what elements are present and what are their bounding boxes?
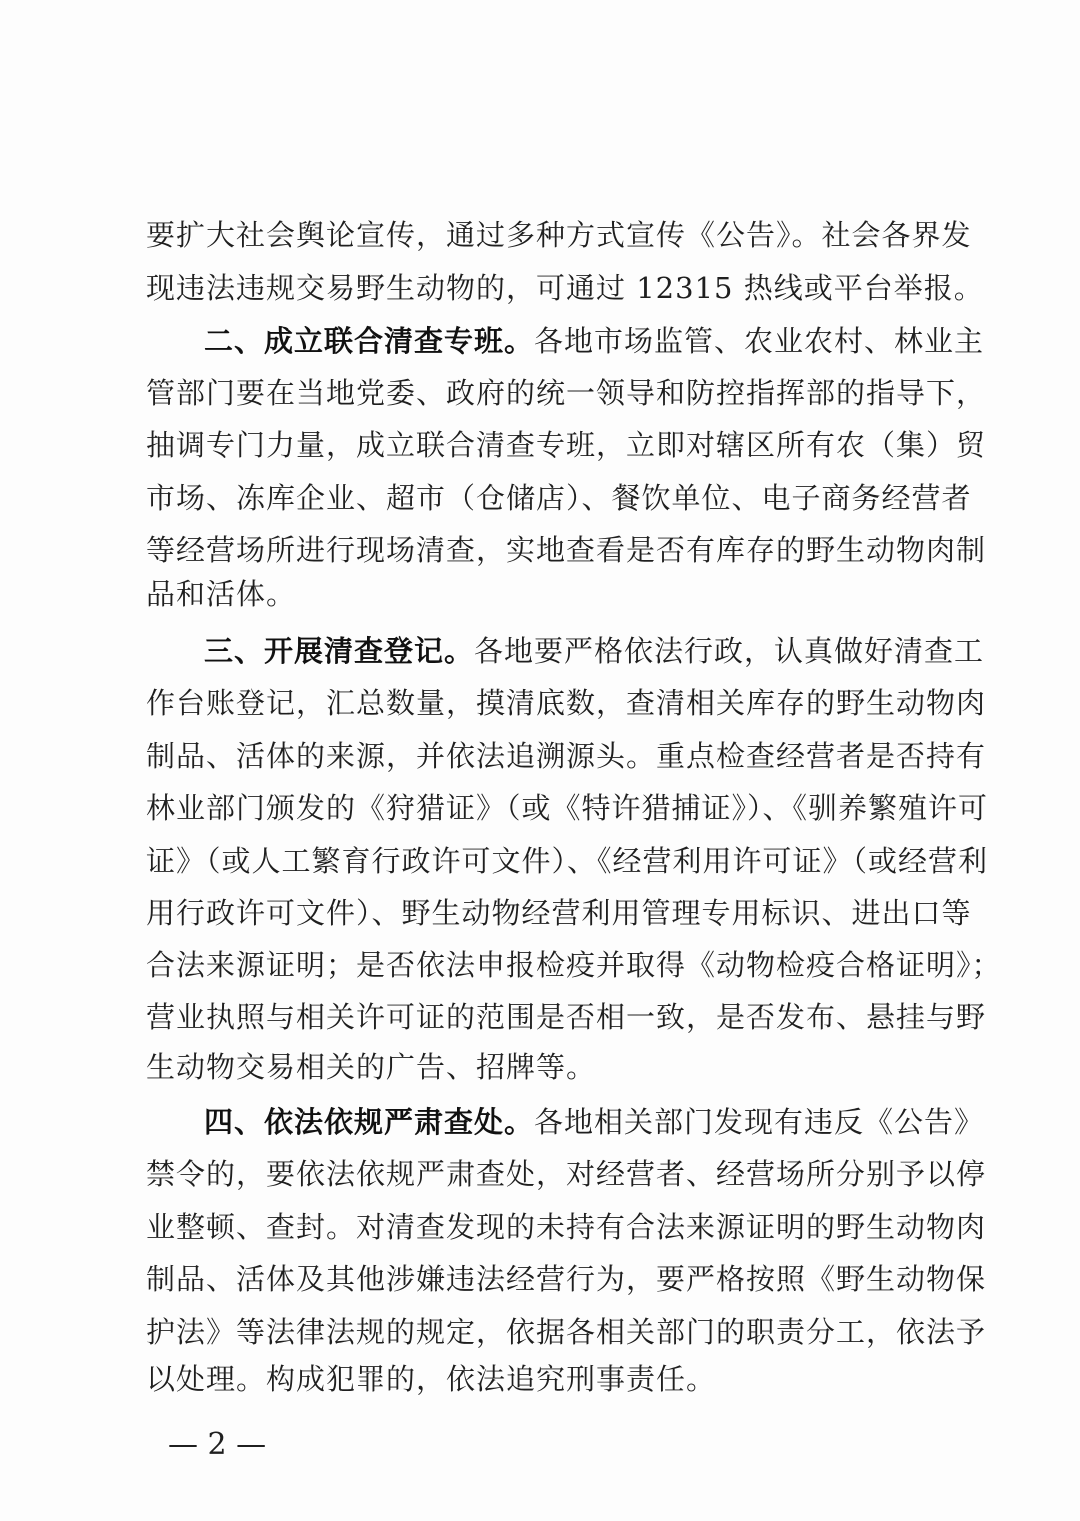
paragraph-line: 合法来源证明；是否依法申报检疫并取得《动物检疫合格证明》； (146, 948, 1002, 982)
paragraph-line (146, 624, 985, 678)
paragraph-line: 用行政许可文件）、野生动物经营利用管理专用标识、进出口等 (146, 896, 972, 930)
paragraph-line: 以处理。构成犯罪的，依法追究刑事责任。 (146, 1362, 717, 1396)
paragraph-line: 制品、活体及其他涉嫌违法经营行为，要严格按照《野生动物保 (146, 1262, 987, 1296)
paragraph-line: 禁令的，要依法依规严肃查处，对经营者、经营场所分别予以停 (146, 1157, 987, 1191)
section-heading-2: 二、成立联合清查专班。 (204, 324, 535, 358)
paragraph-line: 生动物交易相关的广告、招牌等。 (146, 1050, 597, 1084)
paragraph-line: 管部门要在当地党委、政府的统一领导和防控指挥部的指导下， (146, 376, 987, 410)
paragraph-line: 营业执照与相关许可证的范围是否相一致，是否发布、悬挂与野 (146, 1000, 987, 1034)
paragraph-text: 各地市场监管、农业农村、林业主 (534, 324, 985, 358)
page-number: — 2 — (168, 1427, 267, 1462)
paragraph-line: 林业部门颁发的《狩猎证》（或《特许猎捕证》）、《驯养繁殖许可 (146, 791, 989, 825)
paragraph-line: 业整顿、查封。对清查发现的未持有合法来源证明的野生动物肉 (146, 1210, 987, 1244)
paragraph-line: 制品、活体的来源，并依法追溯源头。重点检查经营者是否持有 (146, 739, 987, 773)
paragraph-line: 作台账登记，汇总数量，摸清底数，查清相关库存的野生动物肉 (146, 686, 987, 720)
paragraph-line: 要扩大社会舆论宣传，通过多种方式宣传《公告》。社会各界发 (146, 218, 972, 252)
paragraph-line: 现违法违规交易野生动物的，可通过 12315 热线或平台举报。 (146, 271, 984, 305)
paragraph-line: 抽调专门力量，成立联合清查专班，立即对辖区所有农（集）贸 (146, 428, 987, 462)
section-heading-3: 三、开展清查登记。 (204, 634, 475, 668)
paragraph-text: 各地要严格依法行政，认真做好清查工 (474, 634, 985, 668)
paragraph-line: 等经营场所进行现场清查，实地查看是否有库存的野生动物肉制 (146, 533, 987, 567)
paragraph-line: 护法》等法律法规的规定，依据各相关部门的职责分工，依法予 (146, 1315, 987, 1349)
paragraph-line (146, 1095, 985, 1149)
paragraph-line: 证》（或人工繁育行政许可文件）、《经营利用许可证》（或经营利 (146, 844, 989, 878)
paragraph-line: 市场、冻库企业、超市（仓储店）、餐饮单位、电子商务经营者 (146, 481, 972, 515)
paragraph-line (146, 314, 985, 368)
paragraph-text: 各地相关部门发现有违反《公告》 (534, 1105, 985, 1139)
section-heading-4: 四、依法依规严肃查处。 (204, 1105, 535, 1139)
paragraph-line: 品和活体。 (146, 577, 297, 611)
